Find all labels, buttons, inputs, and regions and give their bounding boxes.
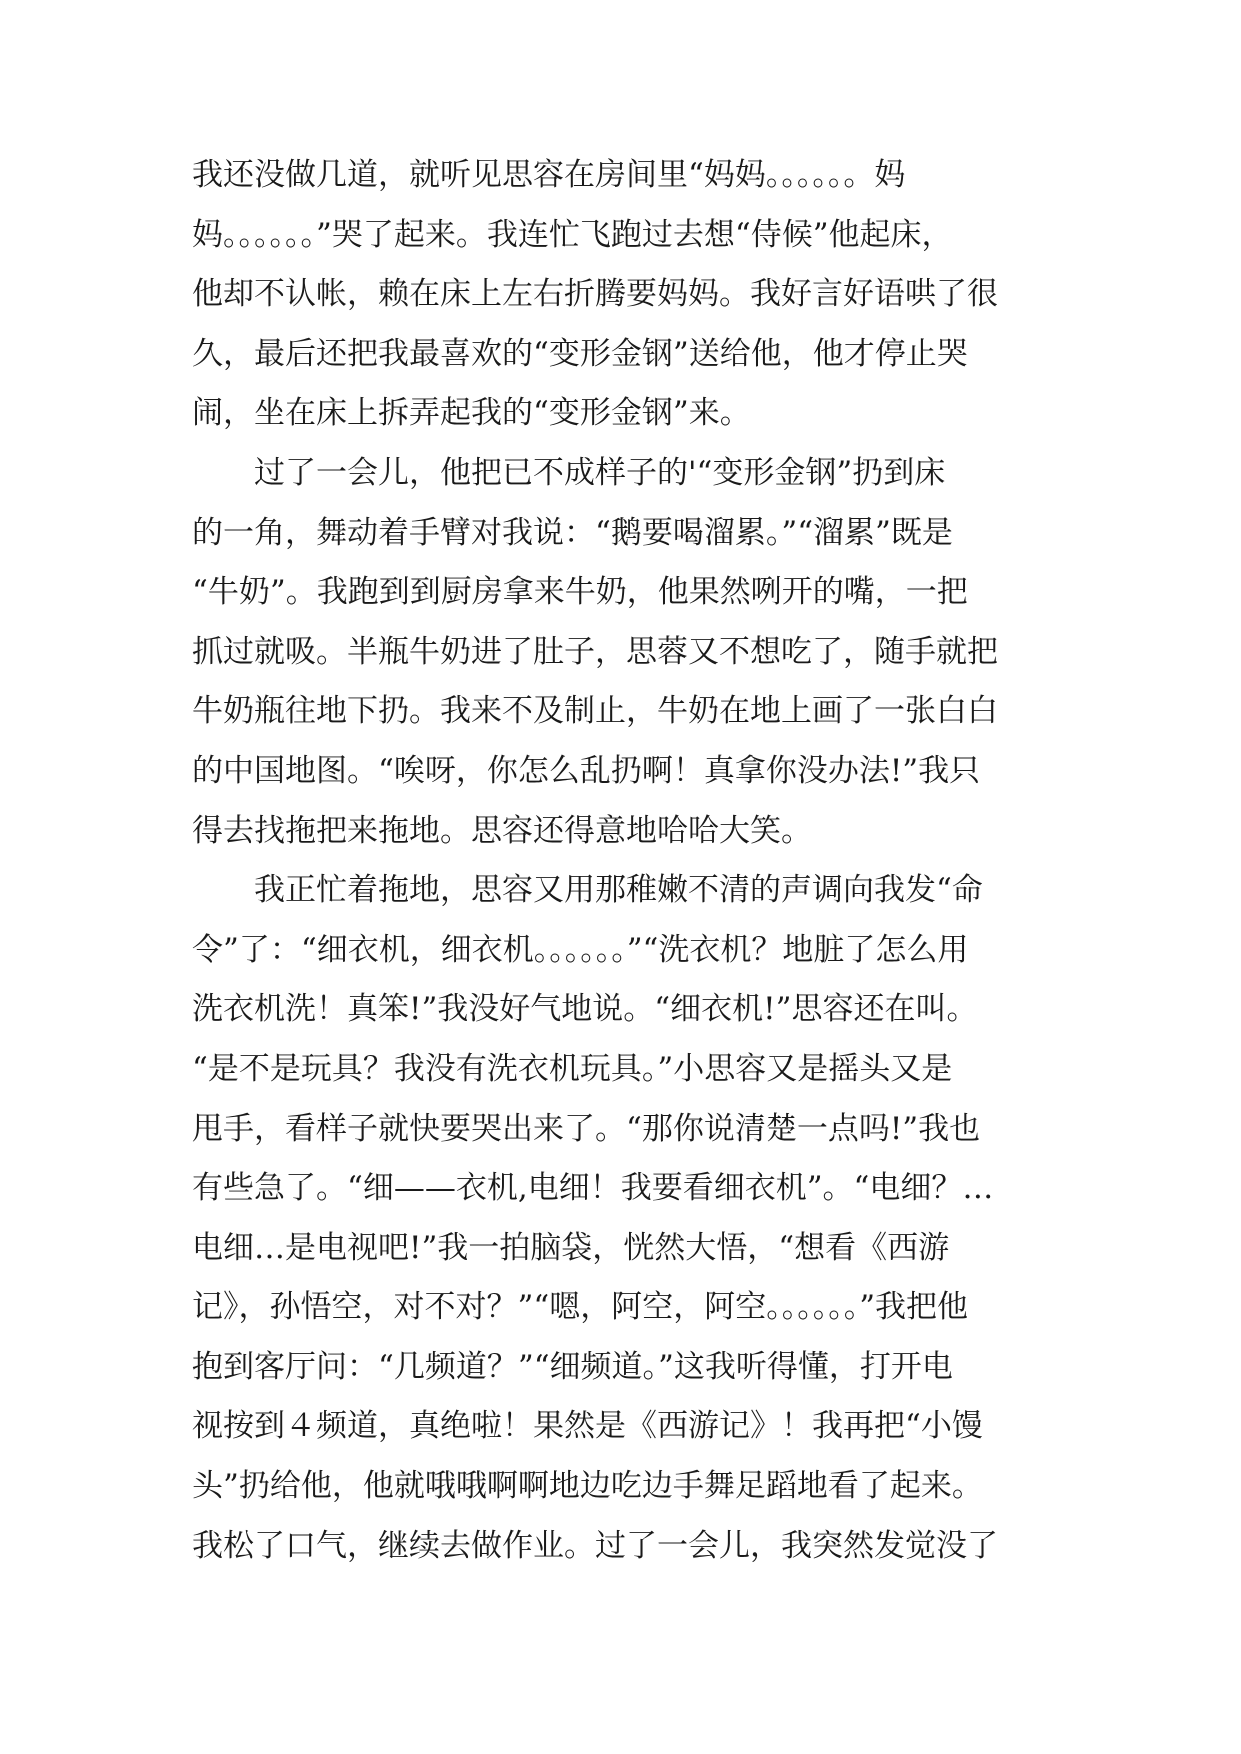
text-line: 得去找拖把来拖地。思容还得意地哈哈大笑。 — [192, 812, 812, 849]
text-line: 过了一会儿，他把已不成样子的'“变形金钢”扔到床 — [192, 454, 946, 491]
text-line: “是不是玩具？我没有洗衣机玩具。”小思容又是摇头又是 — [192, 1050, 953, 1087]
text-line: 闹，坐在床上拆弄起我的“变形金钢”来。 — [192, 395, 751, 432]
text-line: “牛奶”。我跑到到厨房拿来牛奶，他果然咧开的嘴，一把 — [192, 574, 968, 611]
text-line: 令”了：“细衣机，细衣机。。。。。。”“洗衣机？地脏了怎么用 — [192, 931, 969, 968]
text-line: 他却不认帐，赖在床上左右折腾要妈妈。我好言好语哄了很 — [192, 276, 998, 313]
text-line: 我正忙着拖地，思容又用那稚嫩不清的声调向我发“命 — [192, 872, 983, 909]
text-line: 的一角，舞动着手臂对我说：“鹅要喝溜累。”“溜累”既是 — [192, 514, 953, 551]
text-line: 甩手，看样子就快要哭出来了。“那你说清楚一点吗!”我也 — [192, 1110, 981, 1147]
text-line: 头”扔给他，他就哦哦啊啊地边吃边手舞足蹈地看了起来。 — [192, 1468, 983, 1505]
text-line: 洗衣机洗！真笨!”我没好气地说。“细衣机!”思容还在叫。 — [192, 991, 978, 1028]
text-line: 的中国地图。“唉呀，你怎么乱扔啊！真拿你没办法!”我只 — [192, 752, 981, 789]
text-line: 牛奶瓶往地下扔。我来不及制止，牛奶在地上画了一张白白 — [192, 693, 998, 730]
text-line: 电细…是电视吧!”我一拍脑袋，恍然大悟，“想看《西游 — [192, 1229, 950, 1266]
text-line: 有些急了。“细——衣机,电细！我要看细衣机”。“电细？… — [192, 1170, 994, 1207]
text-line: 抓过就吸。半瓶牛奶进了肚子，思蓉又不想吃了，随手就把 — [192, 633, 998, 670]
text-line: 视按到４频道，真绝啦！果然是《西游记》！我再把“小馒 — [192, 1408, 983, 1445]
text-line: 抱到客厅问：“几频道？”“细频道。”这我听得懂，打开电 — [192, 1348, 953, 1385]
text-line: 记》，孙悟空，对不对？”“嗯，阿空，阿空。。。。。。”我把他 — [192, 1289, 969, 1326]
text-line: 久，最后还把我最喜欢的“变形金钢”送给他，他才停止哭 — [192, 335, 968, 372]
body-text — [192, 157, 1072, 1590]
text-line: 我还没做几道，就听见思容在房间里“妈妈。。。。。。妈 — [192, 157, 906, 193]
text-line: 妈。。。。。。”哭了起来。我连忙飞跑过去想“侍候”他起床， — [192, 216, 953, 253]
text-line: 我松了口气，继续去做作业。过了一会儿，我突然发觉没了 — [192, 1527, 998, 1564]
